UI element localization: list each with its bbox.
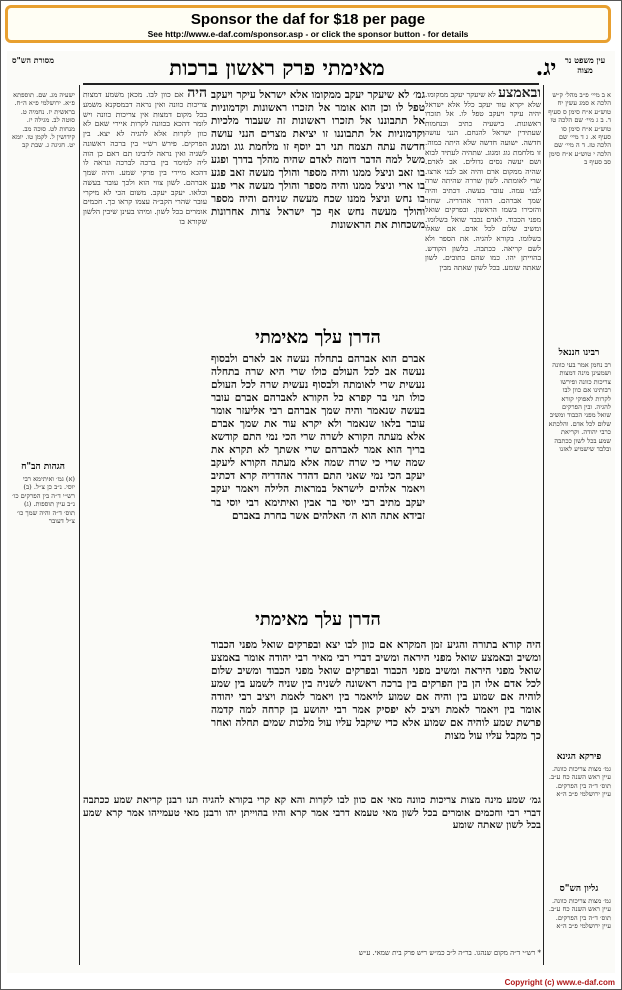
ein-mishpat-header: עין משפט נר מצוה <box>564 55 606 75</box>
ein-mishpat-column: א ב מיי׳ פ״ב מהל׳ ק״ש הלכה א סמג עשין יח טוש״ע א״ח סימן ס סעיף ד. ב ג מיי׳ שם הלכה טו טוש״ע א״ח סימן סו סעיף א. ג ד מיי׳ שם הלכה טז. ד ה מיי׳ שם הלכה י טוש״ע א״ח סימן סב סעיף ב <box>548 91 611 167</box>
hadran-heading-1: הדרן עלך מאימתי <box>255 327 381 348</box>
mesores-hashas-column: ישעיה מג. שם. תוספתא פ״א. ירושלמי פ״א ה״ח. בראשית יז. נחמיה ט. סוטה לב. מגילה יז. מנחות לט. סוכה מב. קידושין ל. לקמן טו. יומא יט. חגיגה ג. שבת קב <box>11 91 75 150</box>
gilyon-hashas-label: גליון הש"ס <box>559 884 599 894</box>
rabbeinu-chananel-label: רבינו חננאל <box>558 348 600 358</box>
rashi-lead-word: ובאמצע <box>498 89 541 101</box>
left-margin-divider <box>79 85 80 965</box>
sponsor-title[interactable]: Sponsor the daf for $18 per page <box>190 11 426 28</box>
tosafos-lead-word: היה <box>187 89 207 101</box>
rabbeinu-chananel-text: רב נחמן אמר בעי כוונה ושמעינן מינה דמצות צריכות כוונה ופירשו רבותינו אם כוון לבו לקרות לאפוקי קורא להגיה. ובין הפרקים שואל מפני הכבוד ומשיב שלום לכל אדם. והלכתא כרבי יהודה. וקריאת שמע בכל לשון ככתבה ובלבד שישמיע לאזנו <box>548 361 611 454</box>
chapter-title: מאימתי פרק ראשון ברכות <box>169 55 385 80</box>
header-rule <box>83 83 539 85</box>
gemara-main-middle: אברם הוא אברהם בתחלה נעשה אב לארם ולבסוף נעשה אב לכל העולם כולו שרי היא שרה בתחלה נעשית שרי לאומתה ולבסוף נעשית שרה לכל העולם כולו תני בר קפרא כל הקורא לאברהם אברם עובר בעשה שנאמר והיה שמך אברהם רבי אליעזר אומר עובר בלאו שנאמר ולא יקרא עוד את שמך אברם אלא מעתה הקורא לשרה שרי הכי נמי התם קודשא בריך הוא אמר לאברהם שרי אשתך לא תקרא את שמה שרי כי שרה שמה אלא מעתה הקורא ליעקב יעקב הכי נמי שאני התם דהדר אהדריה קרא דכתיב ויאמר אלהים לישראל במראות הלילה ויאמר יעקב יעקב מתיב רבי יוסי בר אבין ואיתימא רבי יוסי בר זבידא אתה הוא ה׳ האלהים אשר בחרת באברם <box>211 353 425 522</box>
mishnah-text: היה קורא בתורה והגיע זמן המקרא אם כוון לבו יצא ובפרקים שואל מפני הכבוד ומשיב ובאמצע שואל מפני היראה ומשיב דברי רבי מאיר רבי יהודה אומר באמצע שואל מפני היראה ומשיב מפני הכבוד ובפרקים שואל מפני הכבוד ומשיב שלום לכל אדם אלו הן בין הפרקים בין ברכה ראשונה לשניה בין שניה לשמע בין שמע לוהיה אם שמוע בין והיה אם שמוע לויאמר בין ויאמר לאמת ויציב רבי יהודה אומר בין ויאמר לאמת ויציב לא יפסיק אמר רבי יהושע בן קרחה למה קדמה פרשת שמע לוהיה אם שמוע אלא כדי שיקבל עליו עול מלכות שמים תחלה ואחר כך מקבל עליו עול מצות <box>211 639 541 743</box>
rashi-commentary <box>425 89 541 669</box>
hadran-heading-2: הדרן עלך מאימתי <box>255 609 381 630</box>
tosafos-text: אם כוון לבו. מכאן משמע דמצות צריכות כוונה ואין נראה דבמסקנא משמע בכל מקום דמצות אין צריכות כוונה ויש לומר דהכא בכוונה לקרות איירי שאם לא כוון לקרות אלא להגיה לא יצא. בין הפרקים. פירש רש״י בין ברכה ראשונה לשניה ואין נראה לרבינו תם דאם כן הוה ליה למימר בין ברכה לברכה ונראה לו דהכא מיירי בין פרקי שמע. והיה שמך אברהם. לשון צווי הוא ולכך עובר בעשה ובלאו. יעקב יעקב. משום הכי לא מיקרי עובר שהרי הקב״ה עצמו קראו כך. חכמים אומרים בכל לשון. ומיהו בעינן שיבין הלשון שקורא בו <box>83 90 207 226</box>
right-margin-divider <box>543 85 544 965</box>
sponsor-subtitle[interactable]: See http://www.e-daf.com/sponsor.asp - or click the sponsor button - for details <box>147 29 469 39</box>
bottom-note: * רש״י ד״ה מקום שנהגו. בר״ה ל״ב כמ״ש ריש פרק בית שמאי. ע״ש <box>358 949 541 957</box>
hagahos-habach-label: הגהות הב"ח <box>21 462 65 472</box>
gemara-main-upper: גמ׳ לא שיעקר יעקב ממקומו אלא ישראל עיקר ויעקב טפל לו וכן הוא אומר אל תזכרו ראשונות וקדמוניות אל תתבוננו אל תזכרו ראשונות זה שעבוד מלכיות וקדמוניות אל תתבוננו זו יציאת מצרים הנני עושה חדשה עתה תצמח תני רב יוסף זו מלחמת גוג ומגוג משל למה הדבר דומה לאדם שהיה מהלך בדרך ופגע בו זאב וניצל ממנו והיה מספר והולך מעשה זאב פגע בו ארי וניצל ממנו והיה מספר והולך מעשה ארי פגע בו נחש וניצל ממנו שכח מעשה שניהם והיה מספר והולך מעשה נחש אף כך ישראל צרות אחרונות משכחות את הראשונות <box>211 89 425 232</box>
mesores-hashas-header: מסורת הש"ס <box>12 55 54 65</box>
sponsor-banner[interactable] <box>5 5 611 43</box>
folio-number: יג. <box>535 55 557 81</box>
copyright-link[interactable]: Copyright (c) www.e-daf.com <box>504 978 615 987</box>
talmud-page <box>7 51 615 973</box>
gilyon-text: גמ׳ מצות צריכות כוונה. עיין ראש השנה כח ע״ב. תוס׳ ד״ה בין הפרקים. עיין ירושלמי פ״ב ה״א <box>548 765 611 799</box>
rashi-text: לא שיעקר יעקב ממקומו. שלא יקרא עוד יעקב כלל אלא ישראל יהיה עיקר ויעקב טפל לו. אל תזכרו ראשונות. בישעיה כתיב ובנחמות שעתידין ישראל להנחם. הנני עושה חדשה. ישועה חדשה שלא היתה כמוה. זו מלחמת גוג ומגוג. שתהיה לעתיד לבוא ושם יעשה נסים גדולים. אב לארם. שהיה ממקום ארם והיה אב לבני ארצו. שרי לאומתה. לשון שררה שהיתה שרה לבני עמה. עובר בעשה. דכתיב והיה שמך אברהם. דהדר אהדריה. שחזר והזכירו בשמו הראשון. ובפרקים שואל מפני הכבוד. לאדם נכבד שואל בשלומו. ומשיב שלום לכל אדם. אם שאלו בשלומו. בקורא להגיה. את הספר ולא לשם קריאה. ככתבה. בלשון הקודש. בהוייתן יהו. כמו שהם כתובים. לשון שאתה שומע. בכל לשון שאתה מבין <box>425 90 541 272</box>
hagahos-habach-text: (א) גמ׳ ואיתימא רבי יוסי. נ״ב כן צ״ל. (ב) רש״י ד״ה בין הפרקים כו׳ נ״ב עיין תוספות. (ג) תוס׳ ד״ה והיה שמך כו׳ צ״ל דעובר <box>12 475 75 526</box>
sharshi-tosafos-label: פירקא הגינא <box>556 752 602 762</box>
tosafos-commentary <box>83 89 207 689</box>
gemara-lower: גמ׳ שמע מינה מצות צריכות כוונה מאי אם כוון לבו לקרות והא קא קרי בקורא להגיה תנו רבנן קריאת שמע ככתבה דברי רבי וחכמים אומרים בכל לשון מאי טעמא דרבי אמר קרא והיו בהוייתן יהו ורבנן מאי טעמייהו אמר קרא שמע בכל לשון שאתה שומע <box>83 795 541 832</box>
gilyon-hashas-text: גמ׳ מצות צריכות כוונה. עיין ראש השנה כח ע״ב. תוס׳ ד״ה בין הפרקים. עיין ירושלמי פ״ב ה״א <box>548 897 611 931</box>
